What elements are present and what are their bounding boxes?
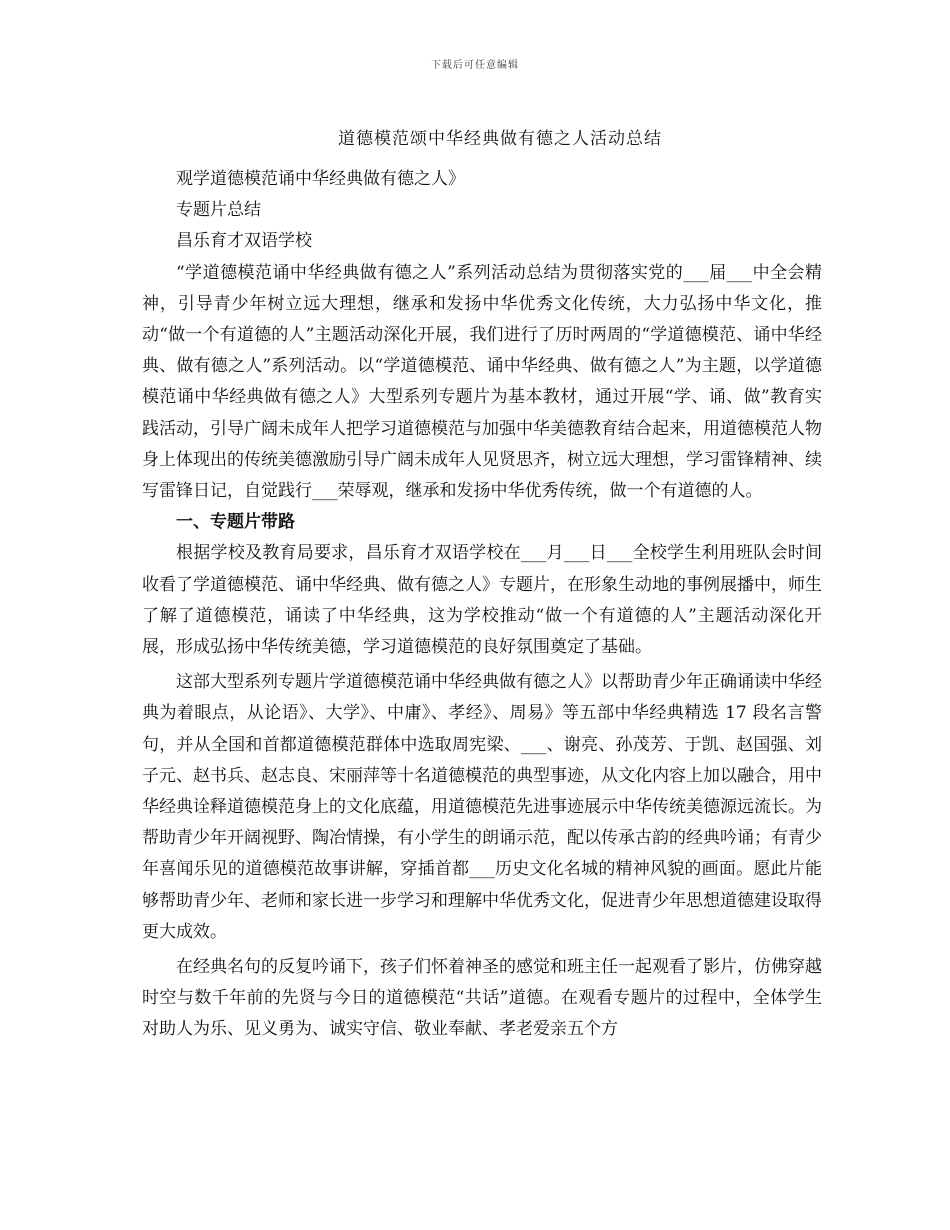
document-body bbox=[142, 164, 822, 1046]
section-heading: 一、专题片带路 bbox=[176, 512, 295, 533]
body-paragraph: 在经典名句的反复吟诵下，孩子们怀着神圣的感觉和班主任一起观看了影片，仿佛穿越时空与数千年前的先贤与今日的道德模范“共话”道德。在观看专题片的过程中，全体学生对助人为乐、见义勇为、诚实守信、敬业奉献、孝老爱亲五个方 bbox=[142, 957, 822, 1040]
subtitle-line: 观学道德模范诵中华经典做有德之人》 bbox=[176, 169, 465, 189]
subtitle-line: 专题片总结 bbox=[176, 200, 261, 221]
document-title: 道德模范颂中华经典做有德之人活动总结 bbox=[338, 129, 662, 149]
body-paragraph: “学道德模范诵中华经典做有德之人”系列活动总结为贯彻落实党的___届___中全会精神，引导青少年树立远大理想，继承和发扬中华优秀文化传统，大力弘扬中华文化，推动“做一个有道德的人”主题活动深化开展，我们进行了历时两周的“学道德模范、诵中华经典、做有德之人”系列活动。以“学道德模范、诵中华经典、做有德之人”为主题，以学道德模范诵中华经典做有德之人》大型系列专题片为基本教材，通过开展“学、诵、做”教育实践活动，引导广阔未成年人把学习道德模范与加强中华美德教育结合起来，用道德模范人物身上体现出的传统美德激励引导广阔未成年人见贤思齐，树立远大理想，学习雷锋精神、续写雷锋日记，自觉践行___荣辱观，继承和发扬中华优秀传统，做一个有道德的人。 bbox=[142, 262, 822, 502]
body-paragraph: 这部大型系列专题片学道德模范诵中华经典做有德之人》以帮助青少年正确诵读中华经典为着眼点，从论语》、大学》、中庸》、孝经》、周易》等五部中华经典精选 17 段名言警句，并从全国和首都道德模范群体中选取周宪梁、___、谢亮、孙茂芳、于凯、赵国强、刘子元、赵书兵、赵志良、宋丽萍等十名道德模范的典型事迹，从文化内容上加以融合，用中华经典诠释道德模范身上的文化底蕴，用道德模范先进事迹展示中华传统美德源远流长。为帮助青少年开阔视野、陶冶情操，有小学生的朗诵示范，配以传承古韵的经典吟诵；有青少年喜闻乐见的道德模范故事讲解，穿插首都___历史文化名城的精神风貌的画面。愿此片能够帮助青少年、老师和家长进一步学习和理解中华优秀文化，促进青少年思想道德建设取得更大成效。 bbox=[142, 672, 822, 942]
body-paragraph: 根据学校及教育局要求，昌乐育才双语学校在___月___日___全校学生利用班队会时间收看了学道德模范、诵中华经典、做有德之人》专题片，在形象生动地的事例展播中，师生了解了道德模范，诵读了中华经典，这为学校推动“做一个有道德的人”主题活动深化开展，形成弘扬中华传统美德，学习道德模范的良好氛围奠定了基础。 bbox=[142, 543, 822, 658]
subtitle-line: 昌乐育才双语学校 bbox=[176, 231, 312, 252]
header-note: 下载后可任意编辑 bbox=[431, 60, 519, 71]
